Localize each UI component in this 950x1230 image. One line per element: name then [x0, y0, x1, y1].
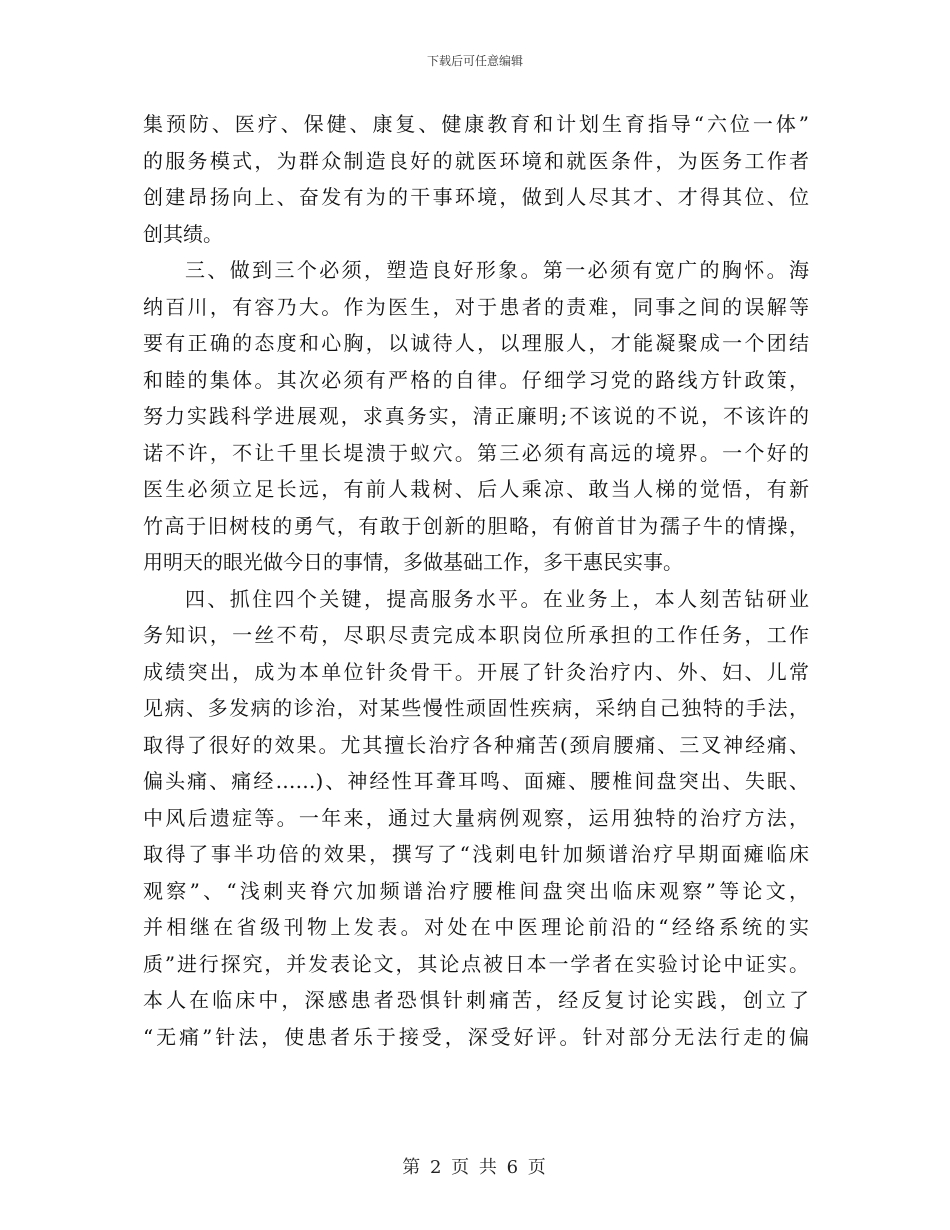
paragraph-start-line: 四、抓住四个关键，提高服务水平。在业务上，本人刻苦钻研业 — [185, 586, 809, 611]
text-line: 要有正确的态度和心胸，以诚待人，以理服人，才能凝聚成一个团结 — [143, 331, 809, 355]
text-line: 偏头痛、痛经……)、神经性耳聋耳鸣、面瘫、腰椎间盘突出、失眠、 — [143, 769, 809, 793]
text-line: “无痛”针法，使患者乐于接受，深受好评。针对部分无法行走的偏 — [143, 1024, 809, 1049]
text-line: 取得了很好的效果。尤其擅长治疗各种痛苦(颈肩腰痛、三叉神经痛、 — [143, 732, 809, 757]
page-number: 第 2 页 共 6 页 — [402, 1157, 548, 1178]
text-line: 成绩突出，成为本单位针灸骨干。开展了针灸治疗内、外、妇、儿常 — [143, 659, 809, 684]
text-line: 和睦的集体。其次必须有严格的自律。仔细学习党的路线方针政策， — [143, 367, 809, 392]
text-line: 质”进行探究，并发表论文，其论点被日本一学者在实验讨论中证实。 — [143, 951, 809, 976]
text-line: 纳百川，有容乃大。作为医生，对于患者的责难，同事之间的误解等 — [143, 294, 809, 319]
text-line: 竹高于旧树枝的勇气，有敢于创新的胆略，有俯首甘为孺子牛的情操， — [143, 513, 809, 538]
text-line: 用明天的眼光做今日的事情，多做基础工作，多干惠民实事。 — [143, 550, 683, 574]
text-line: 观察”、“浅刺夹脊穴加频谱治疗腰椎间盘突出临床观察”等论文， — [143, 878, 809, 903]
text-line: 务知识，一丝不苟，尽职尽责完成本职岗位所承担的工作任务，工作 — [143, 623, 809, 647]
text-line: 创建昂扬向上、奋发有为的干事环境，做到人尽其才、才得其位、位 — [143, 185, 809, 209]
paragraph-start-line: 三、做到三个必须，塑造良好形象。第一必须有宽广的胸怀。海 — [185, 258, 809, 282]
text-line: 集预防、医疗、保健、康复、健康教育和计划生育指导“六位一体” — [143, 112, 809, 136]
text-line: 见病、多发病的诊治，对某些慢性顽固性疾病，采纳自己独特的手法， — [143, 696, 809, 720]
text-line: 创其绩。 — [143, 221, 223, 246]
text-line: 取得了事半功倍的效果，撰写了“浅刺电针加频谱治疗早期面瘫临床 — [143, 842, 809, 866]
text-line: 医生必须立足长远，有前人栽树、后人乘凉、敢当人梯的觉悟，有新 — [143, 477, 809, 501]
document-body — [143, 106, 809, 1055]
text-line: 中风后遗症等。一年来，通过大量病例观察，运用独特的治疗方法， — [143, 805, 809, 830]
text-line: 的服务模式，为群众制造良好的就医环境和就医条件，为医务工作者 — [143, 148, 809, 173]
page-header-note: 下载后可任意编辑 — [426, 54, 523, 68]
text-line: 并相继在省级刊物上发表。对处在中医理论前沿的“经络系统的实 — [143, 915, 809, 939]
text-line: 本人在临床中，深感患者恐惧针刺痛苦，经反复讨论实践，创立了 — [143, 988, 809, 1012]
text-line: 努力实践科学进展观，求真务实，清正廉明;不该说的不说，不该许的 — [143, 404, 809, 428]
text-line: 诺不许，不让千里长堤溃于蚁穴。第三必须有高远的境界。一个好的 — [143, 440, 809, 465]
